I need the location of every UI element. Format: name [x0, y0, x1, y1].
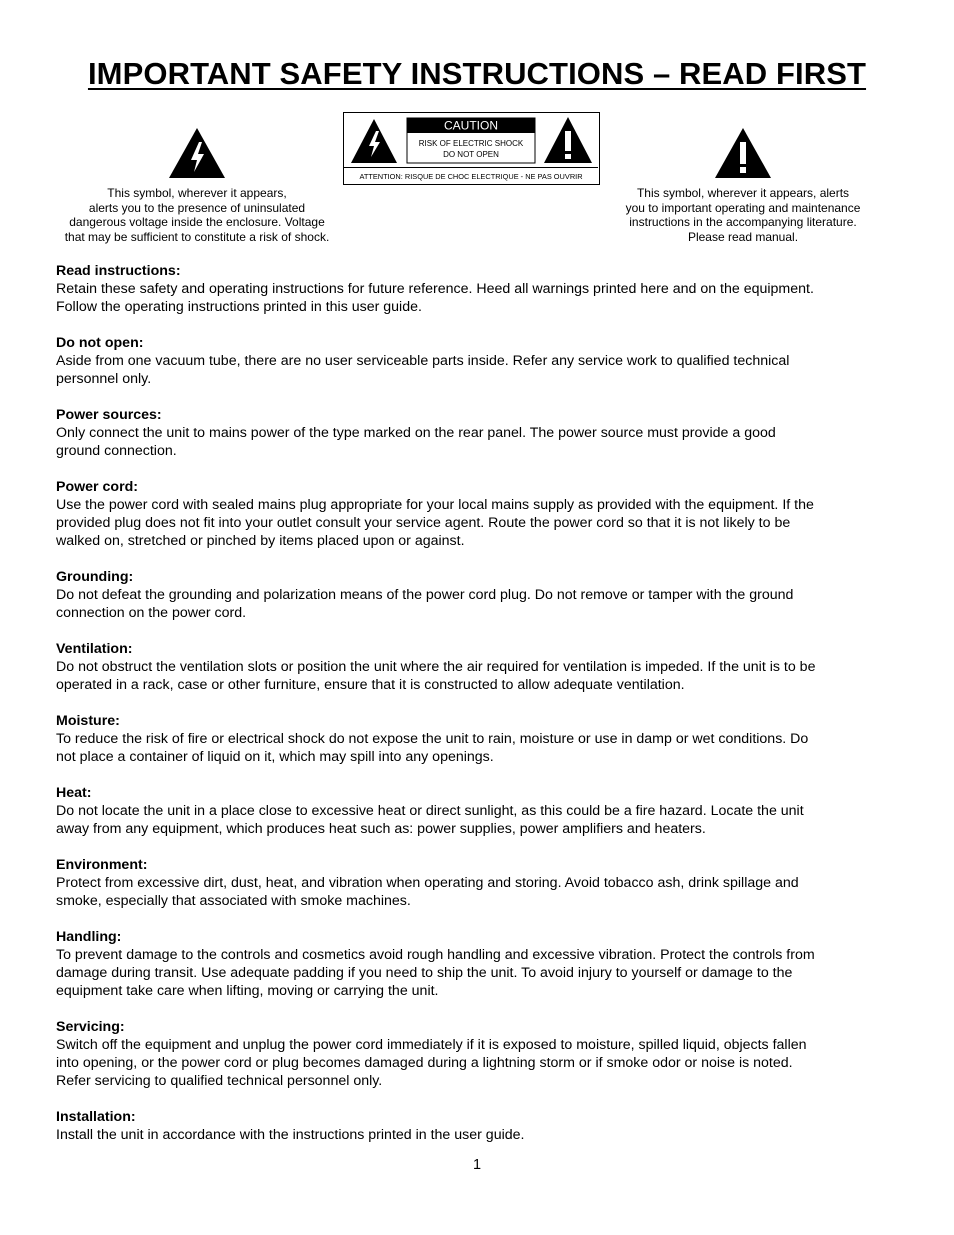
- section-body-line: Install the unit in accordance with the instructions printed in the user guide.: [56, 1127, 525, 1143]
- section-heading: Ventilation:: [56, 641, 133, 657]
- section-body-line: Do not locate the unit in a place close to excessive heat or direct sunlight, as this could be a fire hazard. Locate the unit: [56, 803, 804, 819]
- caution-heading: CAUTION: [444, 118, 498, 133]
- section-body-line: damage during transit. Use adequate padding if you need to ship the unit. To avoid injury to yourself or damage to the: [56, 965, 793, 981]
- caution-line-2: DO NOT OPEN: [443, 150, 499, 159]
- section-body-line: Protect from excessive dirt, dust, heat, and vibration when operating and storing. Avoid tobacco ash, drink spillage and: [56, 875, 799, 891]
- section-body-line: Only connect the unit to mains power of the type marked on the rear panel. The power source must provide a good: [56, 425, 776, 441]
- section-body-line: not place a container of liquid on it, which may spill into any openings.: [56, 749, 494, 765]
- instruction-section: [56, 784, 901, 838]
- caption-line: dangerous voltage inside the enclosure. Voltage: [69, 215, 325, 230]
- exclamation-warning-icon: [713, 126, 773, 180]
- exclamation-symbol-block: [612, 126, 874, 244]
- section-body: [56, 874, 901, 910]
- section-heading: Servicing:: [56, 1019, 125, 1035]
- section-body: [56, 424, 901, 460]
- section-body-line: equipment take care when lifting, moving or carrying the unit.: [56, 983, 439, 999]
- instruction-section: [56, 1018, 901, 1090]
- caption-line: you to important operating and maintenance: [625, 200, 861, 215]
- page-number: 1: [472, 1157, 482, 1173]
- section-body: [56, 352, 901, 388]
- shock-symbol-block: [52, 126, 342, 244]
- section-body-line: provided plug does not fit into your outlet consult your service agent. Route the power cord so that it is not likely to be: [56, 515, 791, 531]
- caption-line: This symbol, wherever it appears,: [107, 186, 287, 200]
- caption-line: alerts you to the presence of uninsulated: [88, 200, 306, 215]
- shock-symbol-caption: [52, 186, 342, 244]
- instruction-section: [56, 406, 901, 460]
- section-body-line: Do not obstruct the ventilation slots or position the unit where the air required for ventilation is impeded. If the unit is to be: [56, 659, 816, 675]
- section-heading: Do not open:: [56, 335, 144, 351]
- caption-line: Please read manual.: [687, 229, 799, 244]
- electric-shock-warning-icon: [167, 126, 227, 180]
- instruction-section: [56, 712, 901, 766]
- instruction-section: [56, 856, 901, 910]
- instruction-section: [56, 334, 901, 388]
- section-heading: Read instructions:: [56, 263, 181, 279]
- caption-line: instructions in the accompanying literature.: [629, 215, 857, 230]
- instruction-section: [56, 568, 901, 622]
- section-body-line: Do not defeat the grounding and polarization means of the power cord plug. Do not remove or tamper with the ground: [56, 587, 794, 603]
- section-body-line: To reduce the risk of fire or electrical shock do not expose the unit to rain, moisture or use in damp or wet conditions. Do: [56, 731, 809, 747]
- section-heading: Environment:: [56, 857, 148, 873]
- caution-shock-icon: [351, 119, 397, 163]
- section-body-line: Refer servicing to qualified technical personnel only.: [56, 1073, 383, 1089]
- section-body: [56, 730, 901, 766]
- instruction-section: [56, 262, 901, 316]
- section-body: [56, 496, 901, 550]
- section-body-line: walked on, stretched or pinched by items placed upon or against.: [56, 533, 465, 549]
- section-body-line: operated in a rack, case or other furniture, ensure that it is constructed to allow adequate ventilation.: [56, 677, 685, 693]
- section-heading: Grounding:: [56, 569, 134, 585]
- section-body-line: into opening, or the power cord or plug becomes damaged during a lightning storm or if smoke odor or noise is noted.: [56, 1055, 793, 1071]
- section-body: [56, 1126, 901, 1144]
- section-body-line: away from any equipment, which produces heat such as: power supplies, power amplifiers and heaters.: [56, 821, 706, 837]
- section-body: [56, 658, 901, 694]
- page-title: IMPORTANT SAFETY INSTRUCTIONS – READ FIRST: [87, 56, 867, 91]
- caption-line: This symbol, wherever it appears, alerts: [636, 186, 850, 200]
- section-body-line: connection on the power cord.: [56, 605, 247, 621]
- section-body: [56, 946, 901, 1000]
- instruction-sections: [56, 262, 901, 1162]
- section-heading: Heat:: [56, 785, 92, 801]
- section-heading: Handling:: [56, 929, 122, 945]
- section-body-line: ground connection.: [56, 443, 177, 459]
- section-body: [56, 280, 901, 316]
- instruction-section: [56, 1108, 901, 1144]
- section-body-line: Aside from one vacuum tube, there are no user serviceable parts inside. Refer any service work to qualified technical: [56, 353, 790, 369]
- section-body: [56, 802, 901, 838]
- section-body-line: Switch off the equipment and unplug the power cord immediately if it is exposed to moisture, spilled liquid, objects fallen: [56, 1037, 807, 1053]
- caution-exclamation-icon: [544, 117, 592, 163]
- caution-label: [343, 112, 600, 185]
- instruction-section: [56, 640, 901, 694]
- section-heading: Installation:: [56, 1109, 136, 1125]
- section-body: [56, 1036, 901, 1090]
- caution-footer: ATTENTION: RISQUE DE CHOC ELECTRIQUE - NE PAS OUVRIR: [359, 172, 583, 181]
- section-heading: Power sources:: [56, 407, 162, 423]
- section-body-line: Retain these safety and operating instructions for future reference. Heed all warnings printed here and on the equipment.: [56, 281, 814, 297]
- section-body-line: Use the power cord with sealed mains plug appropriate for your local mains supply as provided with the equipment. If the: [56, 497, 814, 513]
- caption-line: that may be sufficient to constitute a risk of shock.: [64, 229, 330, 244]
- section-heading: Moisture:: [56, 713, 120, 729]
- instruction-section: [56, 478, 901, 550]
- instruction-section: [56, 928, 901, 1000]
- exclamation-symbol-caption: [612, 186, 874, 244]
- section-body: [56, 586, 901, 622]
- section-body-line: Follow the operating instructions printed in this user guide.: [56, 299, 422, 315]
- caution-line-1: RISK OF ELECTRIC SHOCK: [418, 139, 524, 148]
- section-body-line: smoke, especially that associated with smoke machines.: [56, 893, 411, 909]
- section-heading: Power cord:: [56, 479, 138, 495]
- section-body-line: personnel only.: [56, 371, 152, 387]
- section-body-line: To prevent damage to the controls and cosmetics avoid rough handling and excessive vibration. Protect the controls from: [56, 947, 815, 963]
